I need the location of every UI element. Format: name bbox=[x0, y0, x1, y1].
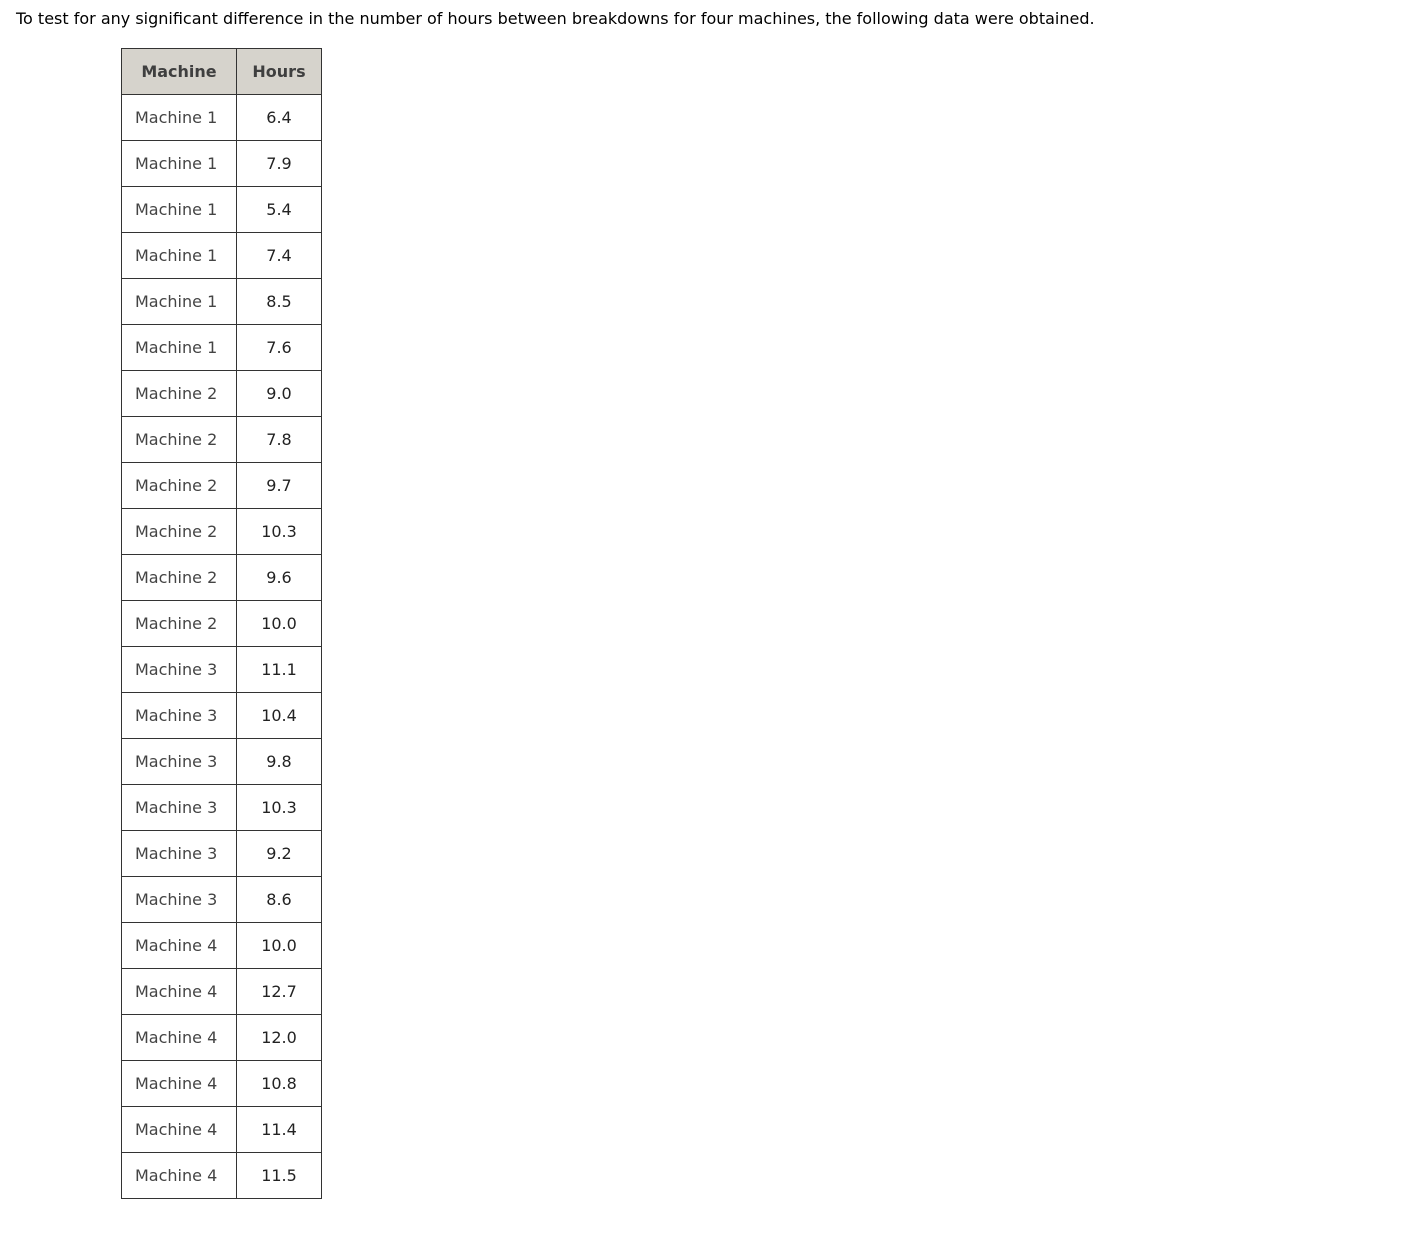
machine-cell: Machine 3 bbox=[122, 877, 237, 923]
hours-cell: 10.0 bbox=[237, 923, 322, 969]
table-row bbox=[122, 95, 322, 141]
table-row bbox=[122, 877, 322, 923]
table-row bbox=[122, 141, 322, 187]
hours-cell: 6.4 bbox=[237, 95, 322, 141]
machine-cell: Machine 1 bbox=[122, 279, 237, 325]
machine-cell: Machine 3 bbox=[122, 831, 237, 877]
table-row bbox=[122, 233, 322, 279]
table-row bbox=[122, 325, 322, 371]
table-row bbox=[122, 509, 322, 555]
hours-cell: 7.6 bbox=[237, 325, 322, 371]
machine-cell: Machine 4 bbox=[122, 1061, 237, 1107]
machine-cell: Machine 4 bbox=[122, 1153, 237, 1199]
machine-cell: Machine 2 bbox=[122, 601, 237, 647]
machine-cell: Machine 3 bbox=[122, 739, 237, 785]
table-row bbox=[122, 1061, 322, 1107]
table-row bbox=[122, 923, 322, 969]
hours-cell: 10.3 bbox=[237, 785, 322, 831]
table-row bbox=[122, 555, 322, 601]
hours-cell: 9.2 bbox=[237, 831, 322, 877]
hours-cell: 9.6 bbox=[237, 555, 322, 601]
hours-cell: 5.4 bbox=[237, 187, 322, 233]
table-row bbox=[122, 1015, 322, 1061]
hours-cell: 7.8 bbox=[237, 417, 322, 463]
table-row bbox=[122, 279, 322, 325]
hours-cell: 10.3 bbox=[237, 509, 322, 555]
machine-cell: Machine 2 bbox=[122, 555, 237, 601]
hours-cell: 9.0 bbox=[237, 371, 322, 417]
hours-cell: 8.6 bbox=[237, 877, 322, 923]
hours-cell: 10.4 bbox=[237, 693, 322, 739]
table-row bbox=[122, 831, 322, 877]
table-row bbox=[122, 463, 322, 509]
hours-cell: 11.5 bbox=[237, 1153, 322, 1199]
table-row bbox=[122, 969, 322, 1015]
hours-cell: 11.1 bbox=[237, 647, 322, 693]
hours-cell: 10.0 bbox=[237, 601, 322, 647]
table-row bbox=[122, 417, 322, 463]
hours-column-header: Hours bbox=[237, 49, 322, 95]
machine-cell: Machine 2 bbox=[122, 509, 237, 555]
machine-cell: Machine 3 bbox=[122, 693, 237, 739]
table-row bbox=[122, 647, 322, 693]
machine-cell: Machine 3 bbox=[122, 785, 237, 831]
table-header-row bbox=[122, 49, 322, 95]
breakdown-hours-table bbox=[121, 48, 322, 1199]
table-row bbox=[122, 1107, 322, 1153]
table-row bbox=[122, 601, 322, 647]
machine-cell: Machine 1 bbox=[122, 95, 237, 141]
table-row bbox=[122, 785, 322, 831]
hours-cell: 10.8 bbox=[237, 1061, 322, 1107]
machine-cell: Machine 1 bbox=[122, 233, 237, 279]
hours-cell: 7.9 bbox=[237, 141, 322, 187]
hours-cell: 7.4 bbox=[237, 233, 322, 279]
hours-cell: 12.7 bbox=[237, 969, 322, 1015]
intro-text: To test for any significant difference in the number of hours between breakdowns for four machines, the following data were obtained. bbox=[16, 9, 1095, 28]
machine-cell: Machine 4 bbox=[122, 1107, 237, 1153]
hours-cell: 12.0 bbox=[237, 1015, 322, 1061]
table-row bbox=[122, 693, 322, 739]
machine-cell: Machine 1 bbox=[122, 187, 237, 233]
machine-column-header: Machine bbox=[122, 49, 237, 95]
machine-cell: Machine 4 bbox=[122, 923, 237, 969]
machine-cell: Machine 3 bbox=[122, 647, 237, 693]
table-body bbox=[122, 95, 322, 1199]
table-row bbox=[122, 1153, 322, 1199]
table-row bbox=[122, 371, 322, 417]
machine-cell: Machine 2 bbox=[122, 417, 237, 463]
hours-cell: 8.5 bbox=[237, 279, 322, 325]
machine-cell: Machine 2 bbox=[122, 463, 237, 509]
hours-cell: 9.7 bbox=[237, 463, 322, 509]
hours-cell: 9.8 bbox=[237, 739, 322, 785]
hours-cell: 11.4 bbox=[237, 1107, 322, 1153]
machine-cell: Machine 4 bbox=[122, 1015, 237, 1061]
machine-cell: Machine 2 bbox=[122, 371, 237, 417]
table-row bbox=[122, 739, 322, 785]
table-row bbox=[122, 187, 322, 233]
machine-cell: Machine 1 bbox=[122, 325, 237, 371]
machine-cell: Machine 1 bbox=[122, 141, 237, 187]
machine-cell: Machine 4 bbox=[122, 969, 237, 1015]
